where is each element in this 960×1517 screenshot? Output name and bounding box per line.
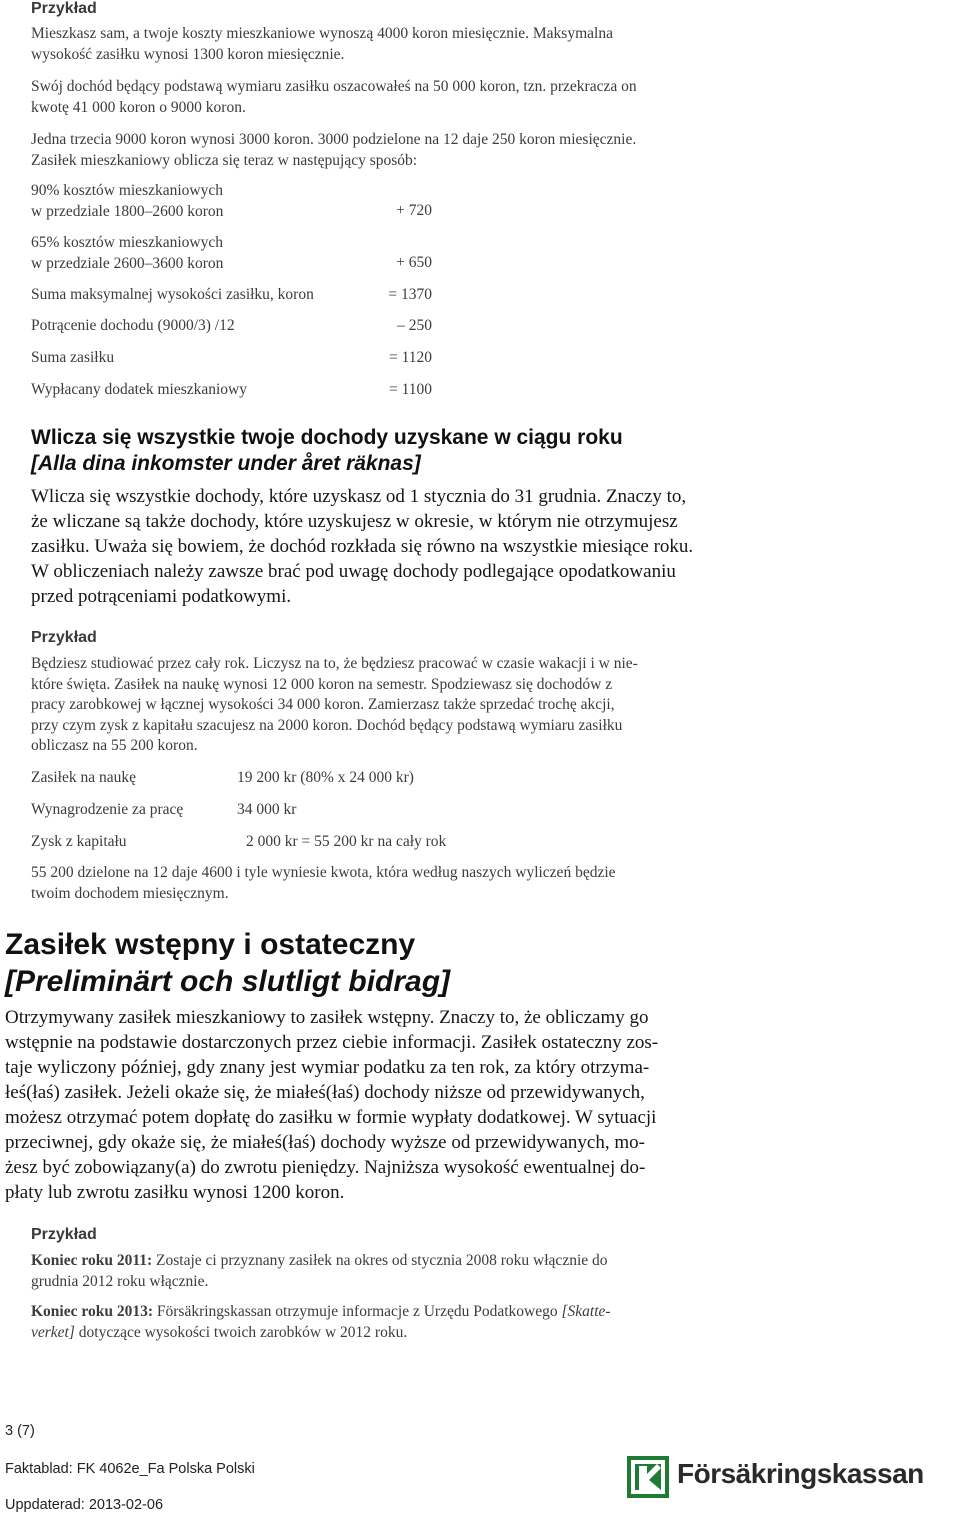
example-3-label: Przykład [31,1226,97,1243]
income-row-3-label: Zysk z kapitału [31,833,127,850]
calc-row-4-label: Potrącenie dochodu (9000/3) /12 [31,317,235,334]
logo-wordmark: Försäkringskassan [677,1458,924,1489]
calc-row-3-value: = 1370 [388,286,432,303]
income-row-3-value: 2 000 kr = 55 200 kr na cały rok [246,833,447,850]
example-2-label: Przykład [31,629,97,646]
calc-row-2-label: 65% kosztów mieszkaniowych w przedziale 2600–3600 koron [31,234,224,272]
example-2-conclusion: 55 200 dzielone na 12 daje 4600 i tyle wyniesie kwota, która według naszych wyliczeń będzie twoim dochodem miesięcznym. [31,864,616,902]
income-row-1-label: Zasiłek na naukę [31,769,137,786]
example-1-paragraph-1: Mieszkasz sam, a twoje koszty mieszkaniowe wynoszą 4000 koron miesięcznie. Maksymalna wysokość zasiłku wynosi 1300 koron miesięcznie. [31,25,613,63]
example-1-paragraph-3: Jedna trzecia 9000 koron wynosi 3000 koron. 3000 podzielone na 12 daje 250 koron miesięcznie. Zasiłek mieszkaniowy oblicza się teraz w następujący sposób: [31,131,637,169]
factsheet-id: Faktablad: FK 4062e_Fa Polska Polski [5,1461,255,1477]
section-prelim-body: Otrzymywany zasiłek mieszkaniowy to zasiłek wstępny. Znaczy to, że obliczamy go wstępnie na podstawie dostarczonych przez ciebie informacji. Zasiłek ostateczny zos- taje wyliczony później, gdy znany jest wymiar podatku za ten rok, za który otrzyma- łeś(łaś) zasiłek. Jeżeli okaże się, że miałeś(łaś) dochody niższe od przewidywanych, możesz otrzymać potem dopłatę do zasiłku w formie wypłaty dodatkowej. W sytuacji przeciwnej, gdy okaże się, że miałeś(łaś) dochody wyższe od przewidywanych, mo- żesz być zobowiązany(a) do zwrotu pieniędzy. Najniższa wysokość ewentualnej do- płaty lub zwrotu zasiłku wynosi 1200 koron. [5,1007,659,1203]
income-row-2-label: Wynagrodzenie za pracę [31,801,184,818]
calc-row-4-value: – 250 [397,317,432,334]
calc-row-1-label: 90% kosztów mieszkaniowych w przedziale 1800–2600 koron [31,182,224,220]
forsakringskassan-logo [627,1456,957,1498]
calc-row-6-value: = 1100 [388,381,432,398]
section-income-body: Wlicza się wszystkie dochody, które uzyskasz od 1 stycznia do 31 grudnia. Znaczy to, że wliczane są także dochody, które uzyskujesz w okresie, w którym nie otrzymujesz zasiłku. Uważa się bowiem, że dochód rozkłada się równo na wszystkie miesiące roku. W obliczeniach należy zawsze brać pod uwagę dochody podlegające opodatkowaniu przed potrąceniami podatkowymi. [31,486,694,607]
calc-row-2-value: + 650 [396,254,432,271]
logo-emblem-icon [627,1456,669,1498]
example-1-label: Przykład [31,0,97,17]
income-row-1-value: 19 200 kr (80% x 24 000 kr) [237,769,414,786]
calc-row-5-label: Suma zasiłku [31,349,115,366]
section-prelim-heading-sv: [Preliminärt och slutligt bidrag] [5,965,451,998]
income-row-2-value: 34 000 kr [237,801,297,818]
page-number: 3 (7) [5,1423,35,1439]
calc-row-3-label: Suma maksymalnej wysokości zasiłku, koron [31,286,314,303]
example-3-item-1: Koniec roku 2011: Zostaje ci przyznany zasiłek na okres od stycznia 2008 roku włącznie do grudnia 2012 roku włącznie. [31,1252,608,1290]
section-income-heading: Wlicza się wszystkie twoje dochody uzyskane w ciągu roku [31,426,623,449]
update-date: Uppdaterad: 2013-02-06 [5,1497,164,1513]
example-3-item-2: Koniec roku 2013: Försäkringskassan otrzymuje informacje z Urzędu Podatkowego [Skatte- verket] dotyczące wysokości twoich zarobków w 2012 roku. [31,1303,611,1341]
calc-row-6-label: Wypłacany dodatek mieszkaniowy [31,381,247,398]
calc-row-1-value: + 720 [396,202,432,219]
section-income-heading-sv: [Alla dina inkomster under året räknas] [31,452,421,475]
calc-row-5-value: = 1120 [388,349,432,366]
section-prelim-heading: Zasiłek wstępny i ostateczny [5,928,416,961]
example-1-paragraph-2: Swój dochód będący podstawą wymiaru zasiłku oszacowałeś na 50 000 koron, tzn. przekracza on kwotę 41 000 koron o 9000 koron. [31,78,637,116]
example-2-body: Będziesz studiować przez cały rok. Liczysz na to, że będziesz pracować w czasie wakacji i w nie- które święta. Zasiłek na naukę wynosi 12 000 koron na semestr. Spodziewasz się dochodów z pracy zarobkowej w łącznej wysokości 34 000 koron. Zamierzasz także sprzedać trochę akcji, przy czym zysk z kapitału szacujesz na 2000 koron. Dochód będący podstawą wymiaru zasiłku obliczasz na 55 200 koron. [31,655,638,754]
